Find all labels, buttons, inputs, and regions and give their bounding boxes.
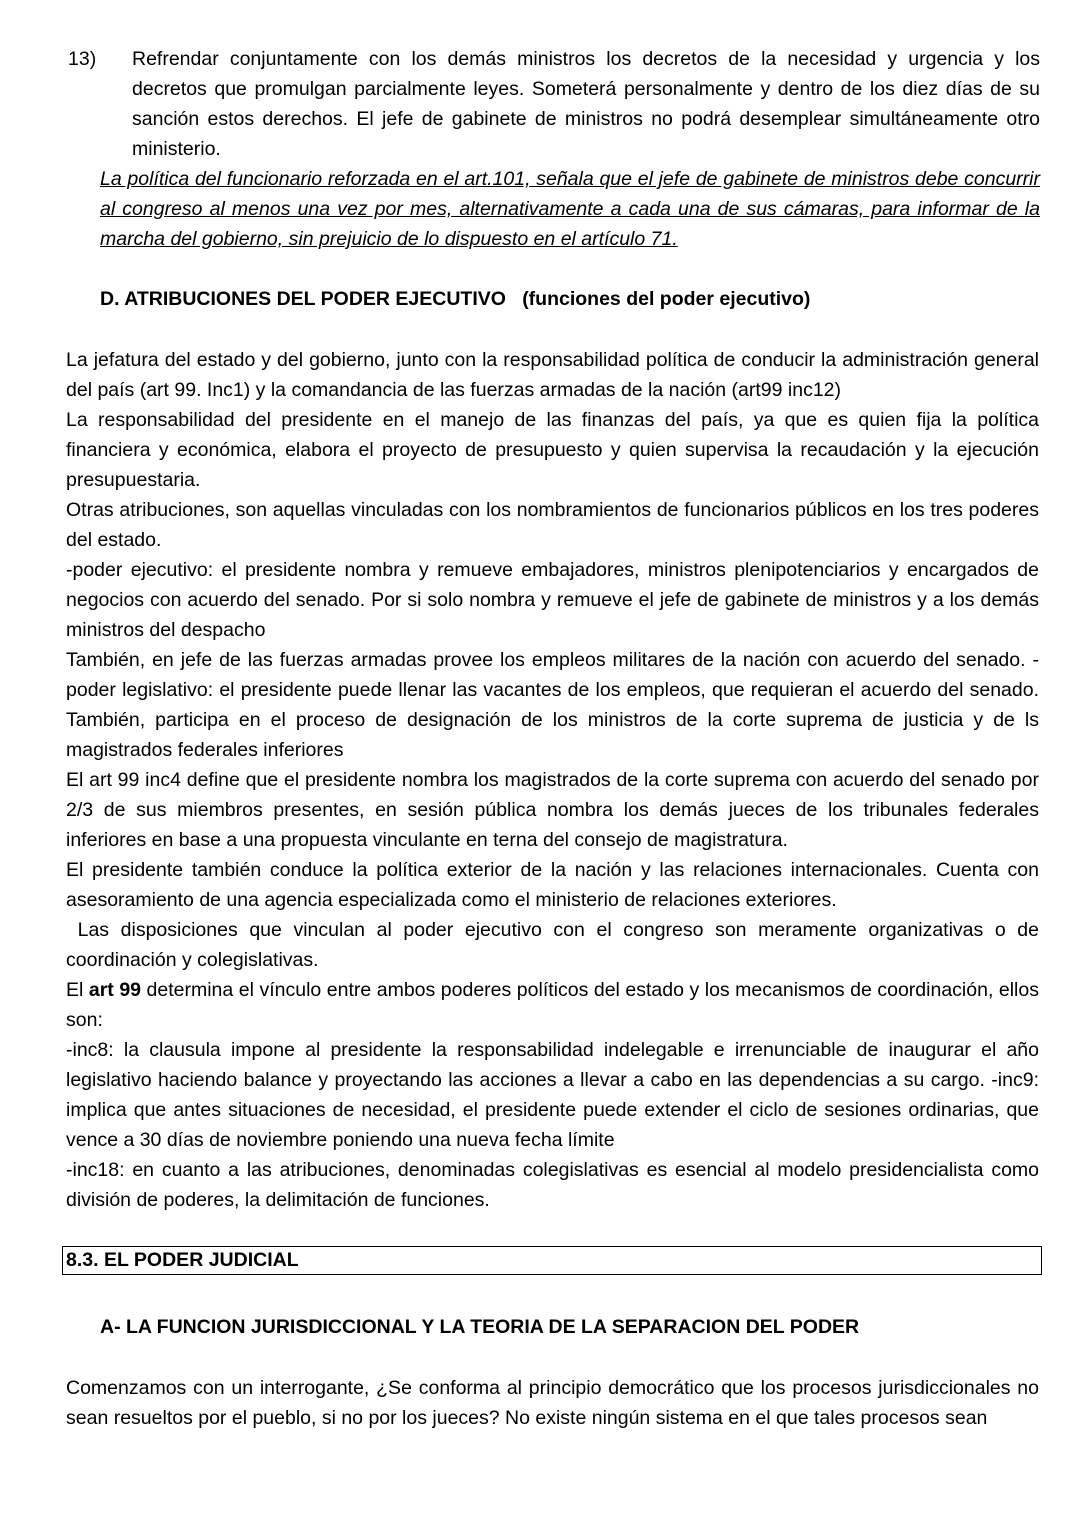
paragraph: Otras atribuciones, son aquellas vinculadas con los nombramientos de funcionarios públicos en los tres poderes del estado. — [66, 499, 1039, 551]
paragraph: El presidente también conduce la política exterior de la nación y las relaciones internacionales. Cuenta con asesoramiento de una agencia especializada como el ministerio de relaciones exteriores. — [66, 859, 1039, 911]
paragraph-art99 — [66, 975, 1039, 1035]
paragraph: Las disposiciones que vinculan al poder ejecutivo con el congreso son meramente organizativas o de coordinación y colegislativas. — [66, 919, 1045, 971]
section-heading-8-3: 8.3. EL PODER JUDICIAL — [62, 1246, 1042, 1275]
underlined-italic-quote: La política del funcionario reforzada en el art.101, señala que el jefe de gabinete de ministros debe concurrir al congreso al menos una vez por mes, alternativamente a cada una de sus cámaras, para informar de la marcha del gobierno, sin prejuicio de lo dispuesto en el artículo 71. — [100, 168, 1040, 250]
list-item-text: Refrendar conjuntamente con los demás ministros los decretos de la necesidad y urgencia y los decretos que promulgan parcialmente leyes. Someterá personalmente y dentro de los diez días de su sanción estos derechos. El jefe de gabinete de ministros no podrá desemplear simultáneamente otro ministerio. — [132, 48, 1040, 160]
art99-rest: determina el vínculo entre ambos poderes políticos del estado y los mecanismos de coordinación, ellos son: — [66, 979, 1039, 1031]
art99-bold: art 99 — [88, 979, 142, 1001]
closing-paragraph: Comenzamos con un interrogante, ¿Se conforma al principio democrático que los procesos jurisdiccionales no sean resueltos por el pueblo, si no por los jueces? No existe ningún sistema en el que tales procesos sean — [66, 1377, 1039, 1429]
art99-prefix: El — [66, 979, 89, 1001]
body-section-d — [66, 345, 1045, 1215]
heading-a-funcion-jurisdiccional: A- LA FUNCION JURISDICCIONAL Y LA TEORIA DE LA SEPARACION DEL PODER — [100, 1316, 860, 1338]
paragraph: El art 99 inc4 define que el presidente nombra los magistrados de la corte suprema con acuerdo del senado por 2/3 de sus miembros presentes, en sesión pública nombra los demás jueces de los tribunales federales inferiores en base a una propuesta vinculante en terna del consejo de magistratura. — [66, 769, 1039, 851]
list-item-13 — [68, 44, 1040, 164]
paragraph: La responsabilidad del presidente en el manejo de las finanzas del país, ya que es quien fija la política financiera y económica, elabora el proyecto de presupuesto y quien supervisa la recaudación y la ejecución presupuestaria. — [66, 409, 1039, 491]
paragraph: -poder ejecutivo: el presidente nombra y remueve embajadores, ministros plenipotenciarios y encargados de negocios con acuerdo del senado. Por si solo nombra y remueve el jefe de gabinete de ministros y a los demás ministros del despacho — [66, 559, 1039, 641]
paragraph: También, en jefe de las fuerzas armadas provee los empleos militares de la nación con acuerdo del senado. -poder legislativo: el presidente puede llenar las vacantes de los empleos, que requieran el acuerdo del senado. También, participa en el proceso de designación de los ministros de la corte suprema de justicia y de ls magistrados federales inferiores — [66, 649, 1039, 761]
paragraph: -inc18: en cuanto a las atribuciones, denominadas colegislativas es esencial al modelo presidencialista como división de poderes, la delimitación de funciones. — [66, 1159, 1039, 1211]
heading-d-atribuciones: D. ATRIBUCIONES DEL PODER EJECUTIVO (funciones del poder ejecutivo) — [100, 288, 811, 310]
paragraph: -inc8: la clausula impone al presidente la responsabilidad indelegable e irrenunciable de inaugurar el año legislativo haciendo balance y proyectando las acciones a llevar a cabo en las dependencias a su cargo. -inc9: implica que antes situaciones de necesidad, el presidente puede extender el ciclo de sesiones ordinarias, que vence a 30 días de noviembre poniendo una nueva fecha límite — [66, 1039, 1039, 1151]
list-item-number: 13) — [68, 48, 97, 70]
paragraph: La jefatura del estado y del gobierno, junto con la responsabilidad política de conducir la administración general del país (art 99. Inc1) y la comandancia de las fuerzas armadas de la nación (art99 inc12) — [66, 349, 1039, 401]
